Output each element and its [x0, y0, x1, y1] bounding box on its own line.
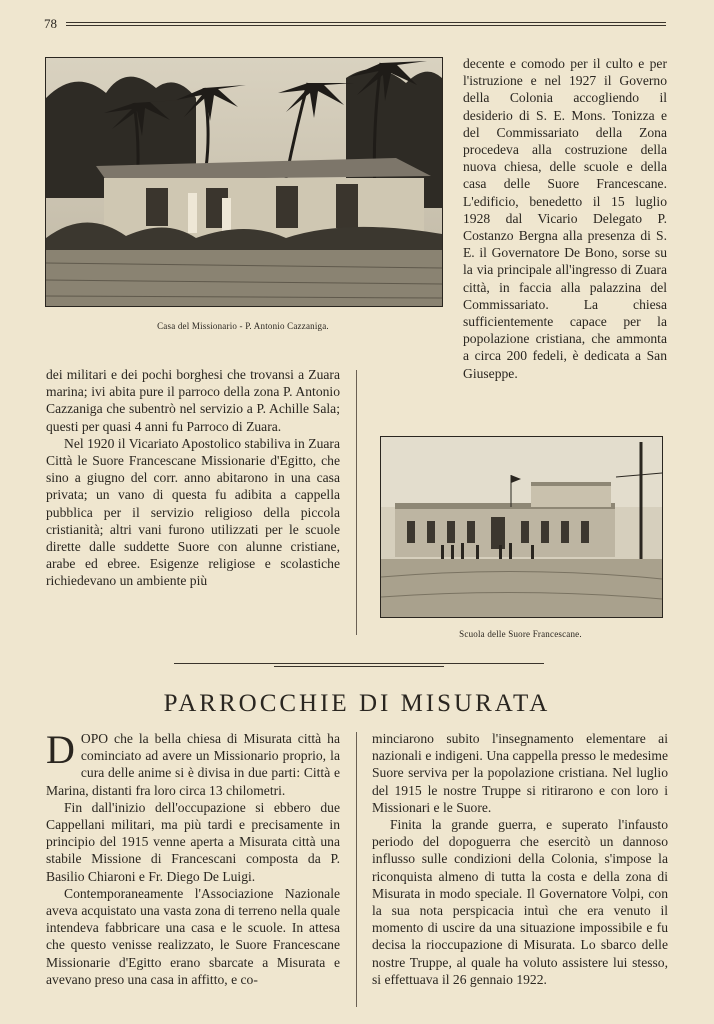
- section-title: PARROCCHIE DI MISURATA: [163, 690, 551, 717]
- photo-missionary-house: [45, 57, 443, 307]
- photo2-caption: Scuola delle Suore Francescane.: [459, 629, 582, 639]
- column-separator-bottom: [356, 732, 357, 1007]
- misurata-right-paragraph-2: Finita la grande guerra, e superato l'infausto periodo del dopoguerra che esercitò un dannoso influsso sulle condizioni della Colonia, s'impose la riconquista almeno di tutta la costa e della zona di Misurata in modo speciale. Il Governatore Volpi, con la sua nota perspicacia intuì che era venuto il momento di uscire da una situazione impossibile e fu decisa la rioccupazione di Misurata. Lo sbarco delle nostre Truppe, al quale ha voluto assistere lui stesso, si effettuava il 26 gennaio 1922.: [372, 817, 668, 987]
- dropcap: D: [46, 730, 75, 772]
- left-paragraph-1: dei militari e dei pochi borghesi che trovansi a Zuara marina; ivi abita pure il parroco della zona P. Antonio Cazzaniga che subentrò nel servizio a P. Achille Sala; questi per quasi 4 anni fu Parroco di Zuara.: [46, 367, 340, 434]
- misurata-right-text: [372, 730, 668, 1014]
- top-right-paragraph: decente e comodo per il culto e per l'istruzione e nel 1927 il Governo della Colonia accogliendo il desiderio di S. E. Mons. Tonizza e del Commissariato della Zona procedeva alla costruzione della nuova chiesa, delle scuole e della casa delle Suore Francescane. L'edificio, benedetto il 15 luglio 1928 dal Vicario Delegato P. Costanzo Bergna alla presenza di S. E. il Governatore De Bono, sorse su la via principale all'ingresso di Zuara città, in faccia alla palazzina del Commissariato. La chiesa sufficientemente capace per la popolazione cristiana, che ammonta a circa 200 fedeli, è dedicata a San Giuseppe.: [463, 56, 667, 381]
- column-separator-top: [356, 370, 357, 635]
- school-image: [381, 437, 662, 617]
- misurata-right-paragraph-1: minciarono subito l'insegnamento elementare ai nazionali e indigeni. Una cappella presso le medesime Suore serviva per la popolazione cristiana. Nel luglio del 1915 le nostre Truppe si ritirarono e con loro i Missionari e le Suore.: [372, 731, 668, 815]
- photo-school: [380, 436, 663, 618]
- misurata-left-paragraph-1: [46, 730, 340, 799]
- left-middle-text: [46, 366, 340, 641]
- misurata-left-paragraph-3: Contemporaneamente l'Associazione Nazionale aveva acquistato una vasta zona di terreno nella quale intendeva fabbricare una casa e le scuole. In attesa che questo venisse realizzato, le Suore Francescane Missionarie d'Egitto erano sbarcate a Misurata e avevano preso una casa in affitto, e co-: [46, 885, 340, 987]
- header-rule-2: [66, 25, 666, 26]
- misurata-left-p1-text: OPO che la bella chiesa di Misurata città ha cominciato ad avere un Missionario proprio, la cura delle anime si è divisa in due parti: Città e Marina, distanti fra loro circa 13 chilometri.: [46, 731, 340, 798]
- top-right-text: [463, 55, 667, 425]
- section-rule-2: [274, 666, 444, 667]
- missionary-house-image: [46, 58, 442, 306]
- header-rule: [66, 22, 666, 23]
- misurata-left-paragraph-2: Fin dall'inizio dell'occupazione si ebbero due Cappellani militari, ma più tardi e precisamente in principio del 1915 venne aperta a Misurata città una stabile Missione di Francescani composta da P. Basilio Chiaroni e Fr. Diego De Luigi.: [46, 799, 340, 884]
- misurata-left-text: [46, 730, 340, 1014]
- left-paragraph-2: Nel 1920 il Vicariato Apostolico stabiliva in Zuara Città le Suore Francescane Missionarie d'Egitto, che sino a giugno del corr. anno abitarono in una casa privata; un vano di questa fu adibita a cappella pubblica per il servizio religioso della piccola cristianità; altri vani furono utilizzati per le scuole dirette dalle suddette Suore con alunne cristiane, arabe ed ebree. Esigenze religiose e scolastiche richiedevano un ambiente più: [46, 435, 340, 589]
- photo1-caption: Casa del Missionario - P. Antonio Cazzaniga.: [157, 321, 329, 331]
- section-rule: [174, 663, 544, 664]
- page-number: 78: [44, 16, 57, 31]
